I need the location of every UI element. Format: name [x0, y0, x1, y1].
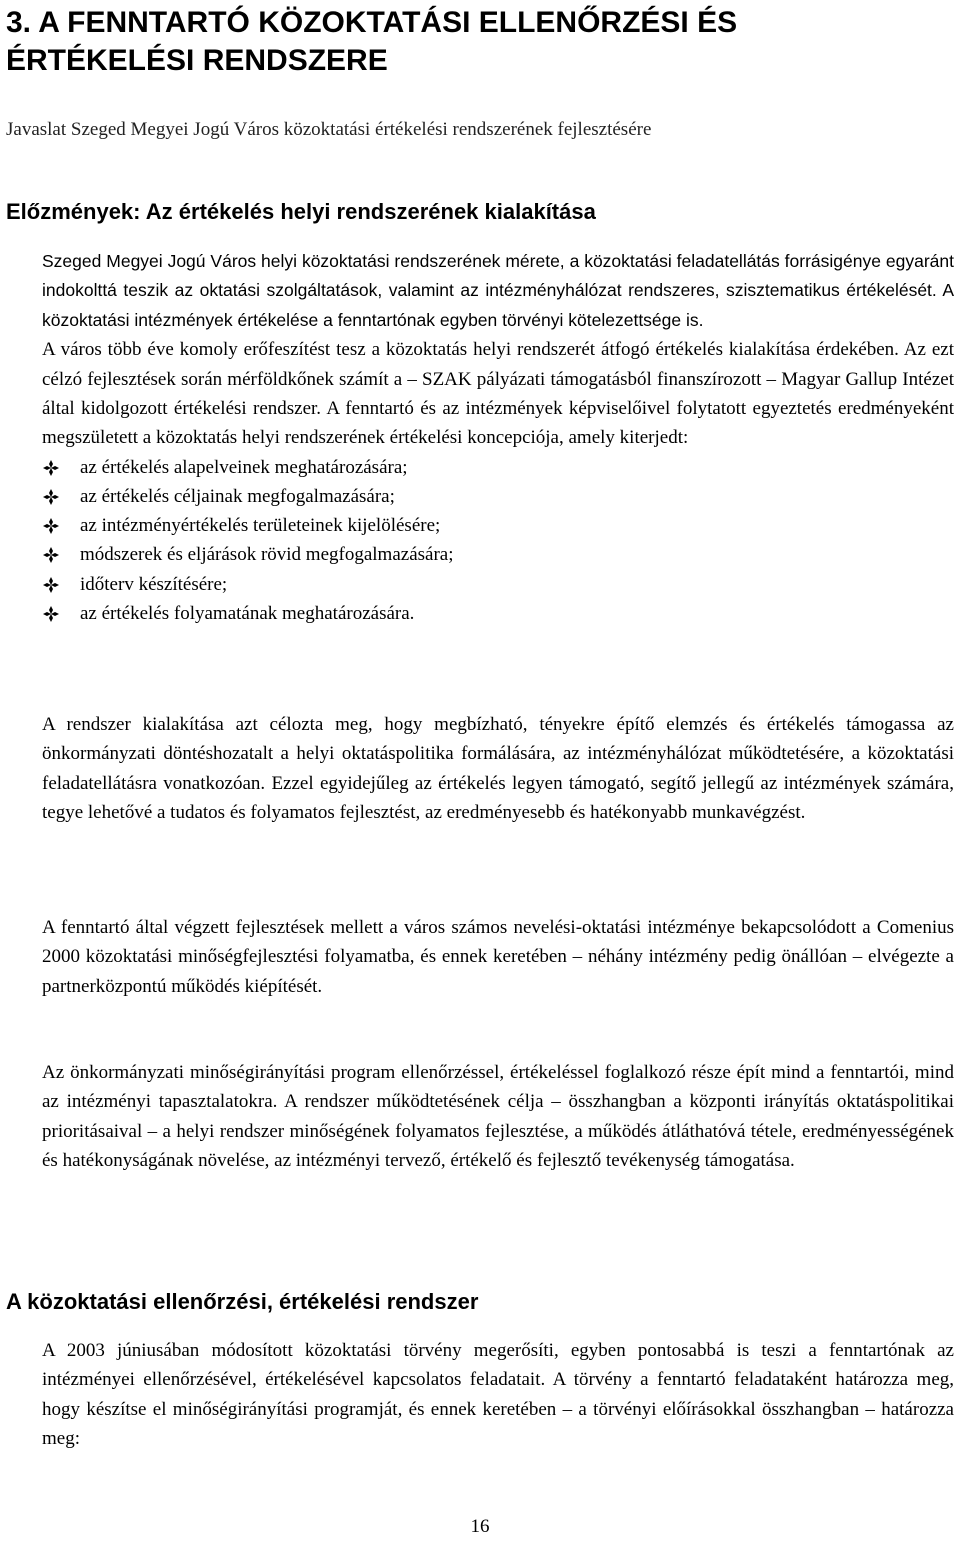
list-item: az intézményértékelés területeinek kijelölésére;	[42, 511, 954, 540]
section-1-paragraph-3: A fenntartó által végzett fejlesztések mellett a város számos nevelési-oktatási intézménye bekapcsolódott a Comenius 2000 közoktatási minőségfejlesztési folyamatba, és ennek keretében – néhány intézmény pedig önállóan – elvégezte a partnerközpontú működés kiépítését.	[42, 917, 954, 997]
section-1-paragraph-4: Az önkormányzati minőségirányítási program ellenőrzéssel, értékeléssel foglalkozó része épít mind a fenntartói, mind az intézményi tapasztalatokra. A rendszer működtetésének célja – összhangban a központi irányítás oktatáspolitikai prioritásaival – a helyi rendszer minőségének folyamatos fejlesztése, a működés átláthatóvá tétele, eredményességének és hatékonyságának növelése, az intézményi tervező, értékelő és fejlesztő tevékenység támogatása.	[42, 1062, 954, 1172]
section-1-paragraph: A város több éve komoly erőfeszítést tesz a közoktatás helyi rendszerét átfogó értékelés kialakítása érdekében. Az ezt célzó fejlesztések során mérföldkőnek számít a – SZAK pályázati támogatásból finanszírozott – Magyar Gallup Intézet által kidolgozott értékelési rendszer. A fenntartó és az intézmények képviselőivel folytatott egyeztetés eredményeként megszületett a közoktatás helyi rendszerének értékelési koncepciója, amely kiterjedt:	[42, 339, 954, 449]
section-2-title: A közoktatási ellenőrzési, értékelési rendszer	[6, 1289, 479, 1314]
chapter-heading	[6, 4, 946, 80]
concept-bullet-list	[42, 453, 954, 628]
diamond-bullet-icon	[42, 605, 60, 623]
list-item: az értékelés alapelveinek meghatározására;	[42, 453, 954, 482]
page-number: 16	[470, 1516, 490, 1537]
list-item: időterv készítésére;	[42, 570, 954, 599]
list-item: módszerek és eljárások rövid megfogalmazására;	[42, 540, 954, 569]
chapter-subtitle: Javaslat Szeged Megyei Jogú Város közoktatási értékelési rendszerének fejlesztésére	[6, 119, 652, 140]
section-1-title: Előzmények: Az értékelés helyi rendszerének kialakítása	[6, 199, 596, 224]
diamond-bullet-icon	[42, 488, 60, 506]
section-1-intro: Szeged Megyei Jogú Város helyi közoktatási rendszerének mérete, a közoktatási feladatellátás forrásigénye egyaránt indokolttá teszik az oktatási szolgáltatások, valamint az intézményhálózat rendszeres, szisztematikus értékelését. A közoktatási intézmények értékelése a fenntartónak egyben törvényi kötelezettsége is.	[42, 251, 954, 330]
diamond-bullet-icon	[42, 576, 60, 594]
diamond-bullet-icon	[42, 517, 60, 535]
section-1-paragraph-2: A rendszer kialakítása azt célozta meg, hogy megbízható, tényekre építő elemzés és értékelés támogassa az önkormányzati döntéshozatalt a helyi oktatáspolitika formálására, az intézményhálózat működtetésére, a közoktatási feladatellátásra vonatkozóan. Ezzel egyidejűleg az értékelés legyen támogató, segítő jellegű az intézmények számára, tegye lehetővé a tudatos és folyamatos fejlesztést, az eredményesebb és hatékonyabb munkavégzést.	[42, 714, 954, 824]
diamond-bullet-icon	[42, 459, 60, 477]
section-1-body	[42, 247, 954, 628]
chapter-heading-line-1: 3. A FENNTARTÓ KÖZOKTATÁSI ELLENŐRZÉSI ÉS	[6, 6, 738, 39]
list-item: az értékelés folyamatának meghatározására.	[42, 599, 954, 628]
list-item: az értékelés céljainak megfogalmazására;	[42, 482, 954, 511]
chapter-heading-line-2: ÉRTÉKELÉSI RENDSZERE	[6, 44, 388, 77]
diamond-bullet-icon	[42, 546, 60, 564]
section-2-paragraph-1: A 2003 júniusában módosított közoktatási törvény megerősíti, egyben pontosabbá is teszi a fenntartónak az intézményei ellenőrzésével, értékelésével kapcsolatos feladatait. A törvény a fenntartó feladataként határozza meg, hogy készítse el minőségirányítási programját, és ennek keretében – a törvényi előírásokkal összhangban – határozza meg:	[42, 1340, 954, 1450]
